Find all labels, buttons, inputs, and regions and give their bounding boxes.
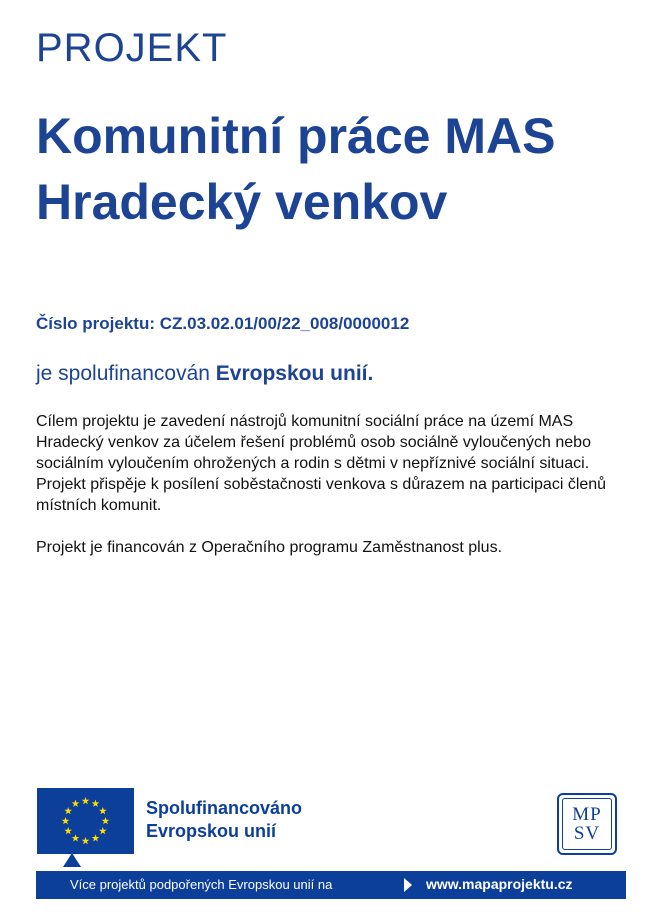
eu-star-icon <box>64 827 72 834</box>
eu-label-line: Evropskou unií <box>146 821 277 841</box>
project-description <box>36 411 636 579</box>
eu-star-icon <box>92 834 100 841</box>
page-kicker: PROJEKT <box>36 26 228 70</box>
eu-star-icon <box>99 827 107 834</box>
eu-flag-icon <box>37 788 134 854</box>
mpsv-logo-text: MP <box>572 804 602 825</box>
eu-star-icon <box>92 800 100 807</box>
eu-flag-pointer <box>63 853 81 867</box>
footer-bar-text: Více projektů podpořených Evropskou unií na <box>70 877 333 892</box>
eu-star-icon <box>82 837 90 844</box>
footer-bar <box>36 871 626 899</box>
eu-star-icon <box>72 834 80 841</box>
description-paragraph: Cílem projektu je zavedení nástrojů komunitní sociální práce na území MAS Hradecký venkov za účelem řešení problémů osob sociálně vyloučených nebo sociálním vyloučením ohrožených a rodin s dětmi v nepříznivé sociální situaci. Projekt přispěje k posílení soběstačnosti venkova s důrazem na participaci členů místních komunit. <box>36 413 607 514</box>
description-paragraph: Projekt je financován z Operačního programu Zaměstnanost plus. <box>36 539 503 556</box>
eu-star-icon <box>72 800 80 807</box>
eu-label-line: Spolufinancováno <box>146 798 303 818</box>
mpsv-logo-icon <box>557 793 617 855</box>
triangle-right-icon <box>404 878 412 892</box>
eu-star-icon <box>62 817 70 824</box>
mpsv-logo-text: SV <box>573 823 601 844</box>
eu-star-icon <box>82 797 90 804</box>
project-number: Číslo projektu: CZ.03.02.01/00/22_008/0000012 <box>36 314 410 333</box>
cofinance-statement <box>36 362 373 386</box>
footer-bar-link[interactable]: www.mapaprojektu.cz <box>426 876 573 892</box>
mpsv-logo-frame <box>562 798 612 850</box>
eu-cofinance-label <box>146 797 302 843</box>
eu-star-icon <box>102 817 110 824</box>
cofinance-emphasis: Evropskou unií. <box>215 362 374 385</box>
page-title: Komunitní práce MAS Hradecký venkov <box>36 108 556 230</box>
cofinance-prefix: je spolufinancován <box>36 362 216 385</box>
eu-star-icon <box>64 807 72 814</box>
eu-star-icon <box>99 807 107 814</box>
